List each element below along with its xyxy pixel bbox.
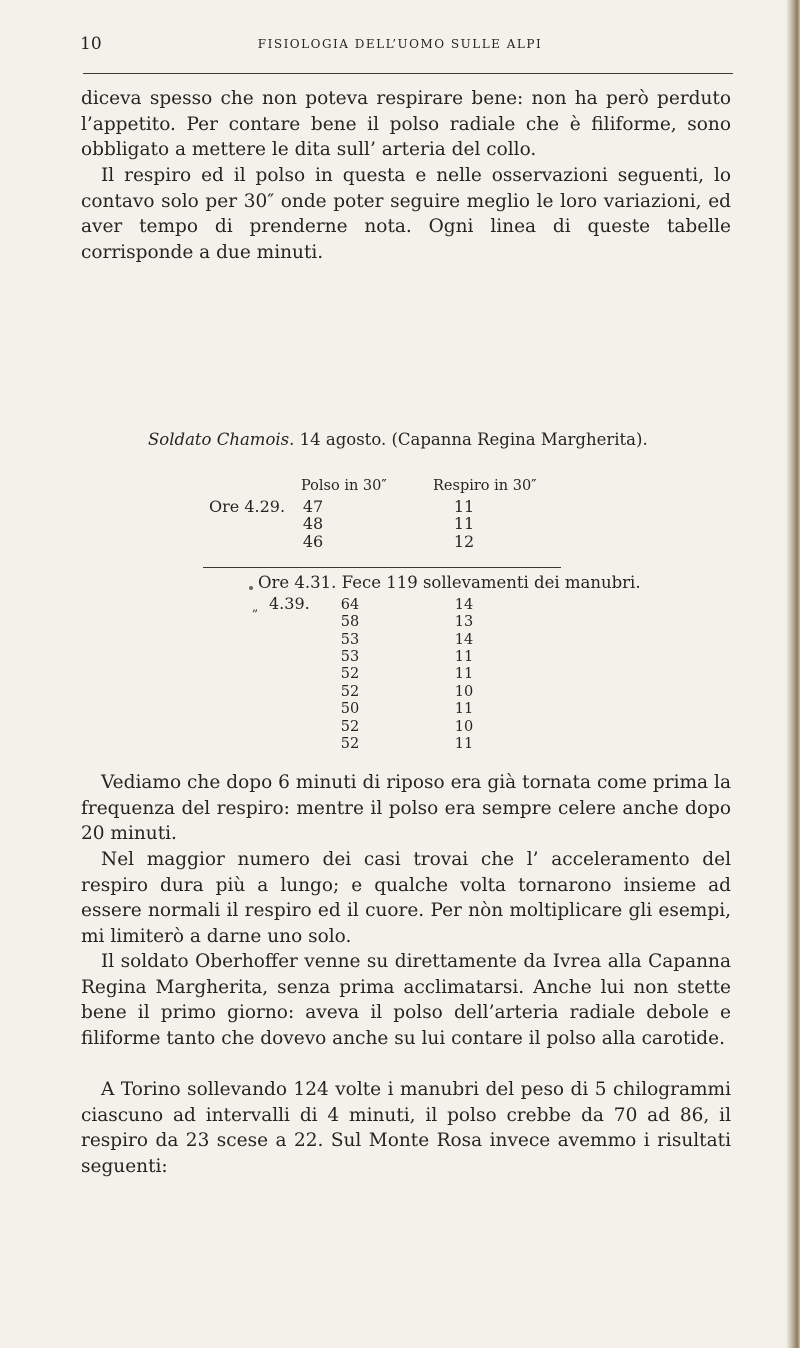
polso-value: 53 — [340, 649, 360, 665]
body-paragraph-4: A Torino sollevando 124 volte i manubri del peso di 5 chilogrammi ciascuno ad intervalli di 4 minuti, il polso crebbe da 70 ad 86, il respiro da 23 scese a 22. Sul Monte Rosa invece avemmo i risultati seguenti: — [81, 1079, 731, 1177]
row-label-ore-4-29: Ore 4.29. — [209, 497, 286, 516]
respiro-value: 11 — [453, 514, 475, 533]
polso-value: 48 — [302, 514, 324, 533]
polso-value: 50 — [340, 701, 360, 717]
polso-value: 52 — [340, 666, 360, 682]
respiro-value: 14 — [454, 597, 474, 613]
respiro-value: 12 — [453, 532, 475, 551]
intro-paragraph-1: diceva spesso che non poteva respirare bene: non ha però perduto l’appetito. Per contare bene il polso radiale che è filiforme, sono obbligato a mettere le dita sull’ arteria del collo. — [81, 88, 731, 161]
table-divider-rule — [203, 567, 561, 568]
caption-subject: Soldato Chamois. — [148, 430, 295, 449]
column-header-polso: Polso in 30″ — [301, 478, 387, 494]
caption-details: 14 agosto. (Capanna Regina Margherita). — [299, 430, 648, 449]
header-rule — [83, 73, 733, 74]
respiro-value: 11 — [454, 736, 474, 752]
respiro-value: 14 — [454, 632, 474, 648]
polso-value: 46 — [302, 532, 324, 551]
respiro-value: 10 — [454, 684, 474, 700]
block2-heading: Ore 4.31. Fece 119 sollevamenti dei manubri. — [258, 573, 641, 592]
page-header — [0, 34, 800, 58]
respiro-value: 11 — [454, 649, 474, 665]
body-paragraph-3: Il soldato Oberhoffer venne su direttamente da Ivrea alla Capanna Regina Margherita, senza prima acclimatarsi. Anche lui non stette bene il primo giorno: aveva il polso dell’arteria radiale debole e filiforme tanto che dovevo anche su lui contare il polso alla carotide. — [81, 951, 731, 1049]
polso-value: 47 — [302, 497, 324, 516]
row-label-ore-4-39: 4.39. — [269, 594, 310, 613]
column-header-respiro: Respiro in 30″ — [433, 478, 537, 494]
running-title: FISIOLOGIA DELL’UOMO SULLE ALPI — [257, 37, 543, 51]
polso-value: 53 — [340, 632, 360, 648]
respiro-value: 11 — [454, 666, 474, 682]
polso-value: 64 — [340, 597, 360, 613]
polso-value: 52 — [340, 719, 360, 735]
polso-value: 58 — [340, 614, 360, 630]
polso-value: 52 — [340, 736, 360, 752]
respiro-value: 11 — [453, 497, 475, 516]
ditto-mark: „ — [252, 600, 259, 614]
table-caption — [148, 430, 648, 449]
page-edge-shadow — [786, 0, 800, 1348]
respiro-value: 10 — [454, 719, 474, 735]
polso-value: 52 — [340, 684, 360, 700]
body-paragraph-1: Vediamo che dopo 6 minuti di riposo era già tornata come prima la frequenza del respiro: mentre il polso era sempre celere anche dopo 20 minuti. — [81, 772, 731, 845]
respiro-value: 11 — [454, 701, 474, 717]
respiro-value: 13 — [454, 614, 474, 630]
body-paragraph-2: Nel maggior numero dei casi trovai che l’ acceleramento del respiro dura più a lungo; e qualche volta tornarono insieme ad essere normali il respiro ed il cuore. Per nòn moltiplicare gli esempi, mi limiterò a darne uno solo. — [81, 849, 731, 947]
margin-mark — [249, 586, 253, 590]
intro-paragraph-2: Il respiro ed il polso in questa e nelle osservazioni seguenti, lo contavo solo per 30″ onde poter seguire meglio le loro variazioni, ed aver tempo di prenderne nota. Ogni linea di queste tabelle corrisponde a due minuti. — [81, 165, 731, 263]
page-number: 10 — [80, 34, 102, 54]
